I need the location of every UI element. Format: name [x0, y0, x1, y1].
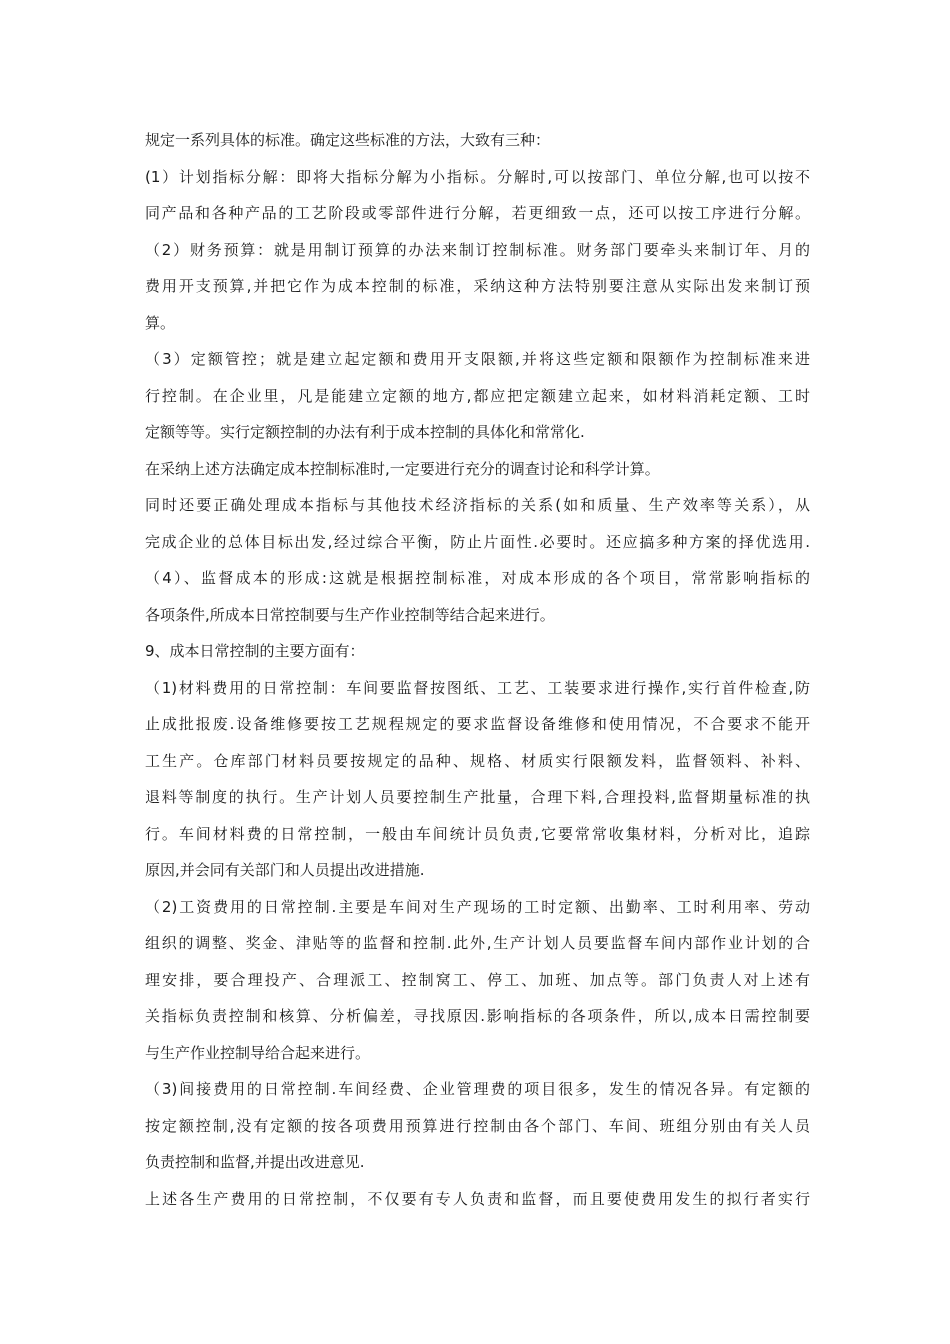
- text-line: 工生产。仓库部门材料员要按规定的品种、规格、材质实行限额发料，监督领料、补料、: [145, 751, 810, 770]
- text-line: 行。车间材料费的日常控制，一般由车间统计员负责,它要常常收集材料，分析对比，追踪: [145, 824, 810, 843]
- text-line: （1)材料费用的日常控制：车间要监督按图纸、工艺、工装要求进行操作,实行首件检查,防: [145, 678, 810, 697]
- text-line: 费用开支预算,并把它作为成本控制的标准，采纳这种方法特别要注意从实际出发来制订预: [145, 277, 810, 295]
- text-line: 与生产作业控制导给合起来进行。: [145, 1043, 371, 1062]
- text-line: （2)工资费用的日常控制.主要是车间对生产现场的工时定额、出勤率、工时利用率、劳动: [145, 897, 810, 916]
- text-line: 规定一系列具体的标准。确定这些标准的方法，大致有三种：: [145, 131, 551, 149]
- text-line: 同时还要正确处理成本指标与其他技术经济指标的关系(如和质量、生产效率等关系），从: [145, 496, 810, 514]
- text-line: 按定额控制,没有定额的按各项费用预算进行控制由各个部门、车间、班组分别由有关人员: [145, 1116, 810, 1135]
- text-line: 完成企业的总体目标出发,经过综合平衡，防止片面性.必要时。还应搞多种方案的择优选用.: [145, 532, 810, 551]
- text-line: 9、成本日常控制的主要方面有：: [145, 642, 365, 660]
- text-line: (1）计划指标分解：即将大指标分解为小指标。分解时,可以按部门、单位分解,也可以按不: [145, 167, 810, 186]
- text-line: 负责控制和监督,并提出改进意见.: [145, 1153, 365, 1171]
- text-line: （4）、监督成本的形成:这就是根据控制标准，对成本形成的各个项目，常常影响指标的: [145, 569, 810, 587]
- text-line: （3）定额管控；就是建立起定额和费用开支限额,并将这些定额和限额作为控制标准来进: [145, 350, 810, 368]
- text-line: （2）财务预算：就是用制订预算的办法来制订控制标准。财务部门要牵头来制订年、月的: [145, 240, 810, 259]
- text-line: 理安排，要合理投产、合理派工、控制窝工、停工、加班、加点等。部门负责人对上述有: [145, 970, 810, 989]
- text-line: 各项条件,所成本日常控制要与生产作业控制等结合起来进行。: [145, 605, 555, 624]
- text-line: 关指标负责控制和核算、分析偏差，寻找原因.影响指标的各项条件，所以,成本日需控制要: [145, 1007, 810, 1025]
- text-line: 上述各生产费用的日常控制，不仅要有专人负责和监督，而且要使费用发生的拟行者实行: [145, 1189, 810, 1208]
- text-line: 定额等等。实行定额控制的办法有利于成本控制的具体化和常常化.: [145, 423, 585, 441]
- text-line: 行控制。在企业里，凡是能建立定额的地方,都应把定额建立起来，如材料消耗定额、工时: [145, 386, 810, 405]
- text-line: （3)间接费用的日常控制.车间经费、企业管理费的项目很多，发生的情况各异。有定额的: [145, 1080, 810, 1098]
- text-line: 组织的调整、奖金、津贴等的监督和控制.此外,生产计划人员要监督车间内部作业计划的合: [145, 934, 810, 952]
- text-line: 退料等制度的执行。生产计划人员要控制生产批量，合理下料,合理投料,监督期量标准的执: [145, 788, 810, 806]
- text-line: 在采纳上述方法确定成本控制标准时,一定要进行充分的调查讨论和科学计算。: [145, 459, 660, 478]
- text-line: 同产品和各种产品的工艺阶段或零部件进行分解，若更细致一点，还可以按工序进行分解。: [145, 204, 810, 222]
- text-line: 算。: [145, 313, 176, 332]
- text-line: 原因,并会同有关部门和人员提出改进措施.: [145, 861, 425, 879]
- text-line: 止成批报废.设备维修要按工艺规程规定的要求监督设备维修和使用情况，不合要求不能开: [145, 715, 810, 733]
- document-body: [145, 122, 810, 1217]
